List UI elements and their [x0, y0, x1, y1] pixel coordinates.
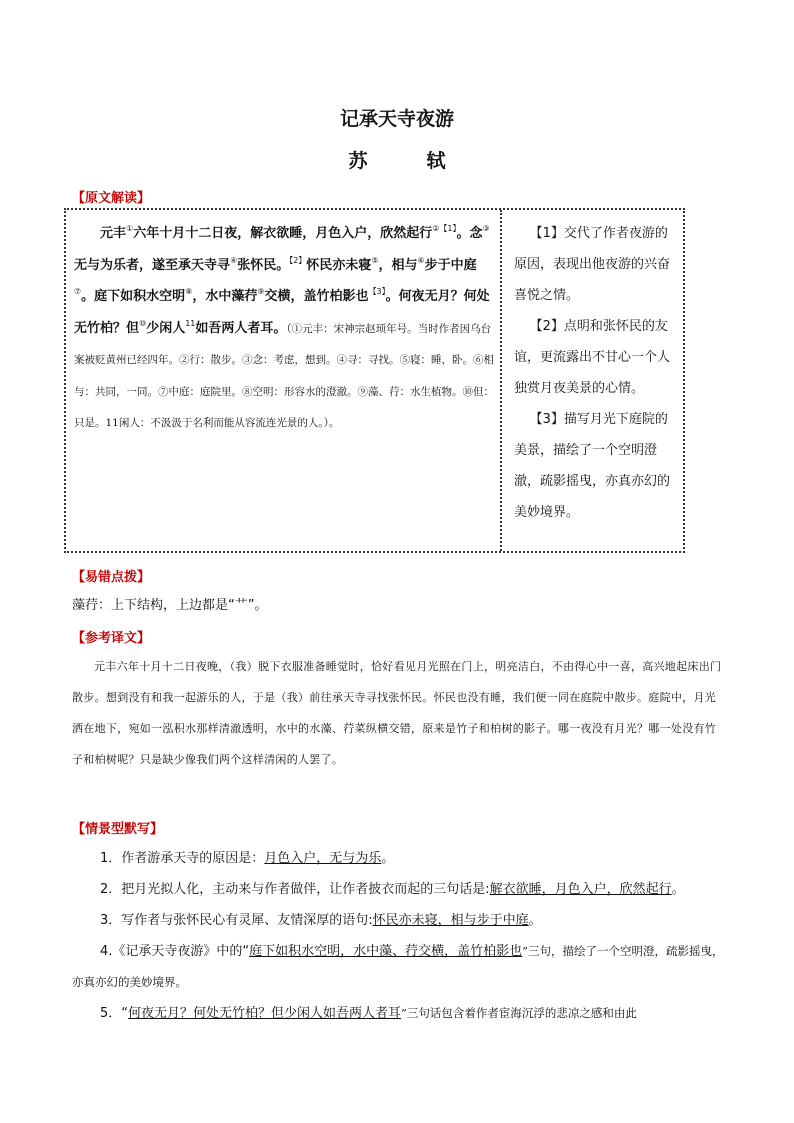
section-label-dictation: 【情景型默写】	[72, 822, 164, 837]
dictation-question: 1．作者游承天寺的原因是：	[100, 851, 265, 866]
annotation-notes: （①元丰：宋神宗赵顼年号。当时作者因乌台案被贬黄州已经四年。②行：散步。③念：考虑，想到。④寻：寻找。⑤寝：睡，卧。⑥相与：共同，一同。⑦中庭：庭院里。⑧空明：形容水的澄澈。⑨藻、荇：水生植物。⑩但：只是。11闲人：不汲汲于名利而能从容流连光景的人。）。	[74, 322, 494, 429]
dictation-question: 3．写作者与张怀民心有灵犀、友情深厚的语句:	[100, 913, 373, 928]
dictation-end: 。	[381, 851, 395, 866]
section-label-errors: 【易错点拨】	[72, 570, 151, 585]
note-marker: ①	[126, 224, 134, 233]
dictation-item	[72, 874, 724, 905]
note-marker: ⑨	[257, 287, 265, 296]
text-run: 。何夜无月？何处无竹柏？但	[74, 289, 490, 336]
original-text-cell	[74, 218, 494, 439]
dictation-item	[72, 905, 724, 936]
dictation-end: ”三句，描绘了一个空明澄，疏影摇曳，亦真亦幻的美妙境界。	[72, 944, 724, 989]
text-run: 如吾两人者耳。	[195, 320, 287, 336]
text-run: 怀民亦未寝	[306, 257, 372, 273]
commentary-item: 【1】交代了作者夜游的原因，表现出他夜游的兴奋喜悦之情。	[514, 226, 671, 303]
original-text-table	[64, 208, 685, 553]
section-label-translation: 【参考译文】	[72, 631, 151, 646]
note-marker: ④	[230, 255, 238, 265]
note-marker: ⑤	[371, 255, 379, 265]
note-marker: ⑥	[417, 255, 425, 265]
dictation-question: 2．把月光拟人化，主动来与作者做伴，让作者披衣而起的三句话是:	[100, 882, 490, 897]
dictation-end: ”三句话包含着作者宦海沉浮的悲凉之感和由此	[401, 1006, 637, 1020]
section-label-original: 【原文解读】	[72, 191, 151, 206]
dictation-end: 。	[671, 882, 685, 897]
text-run: 少闲人	[146, 320, 186, 336]
dictation-answer: 月色入户，无与为乐	[264, 851, 382, 866]
note-marker: ②【1】	[432, 224, 457, 233]
dictation-item	[72, 998, 724, 1029]
error-note: 藻荇：上下结构，上边都是“艹”。	[72, 598, 268, 613]
text-run: 元丰	[100, 226, 127, 241]
document-author: 苏 轼	[348, 150, 466, 172]
text-run: ，相与	[378, 257, 418, 273]
note-marker: 【3】	[368, 287, 386, 296]
dictation-answer: 解衣欲睡，月色入户，欣然起行	[489, 882, 672, 897]
text-run: 六年十月十二日夜，解衣欲睡，月色入户，欣然起行	[133, 226, 433, 241]
text-run: 。念	[456, 226, 483, 241]
text-run: ，水中藻荇	[192, 289, 258, 304]
original-text	[74, 218, 494, 439]
text-run: 步于中庭	[424, 257, 477, 273]
note-marker: 11	[185, 318, 196, 328]
note-marker: ⑩	[139, 318, 147, 328]
note-marker: ③	[482, 224, 490, 233]
dictation-item	[72, 843, 724, 874]
text-run: 交横，盖竹柏影也	[264, 289, 369, 304]
dictation-answer: 何夜无月？何处无竹柏？但少闲人如吾两人者耳	[128, 1006, 402, 1021]
text-run: 张怀民。	[237, 257, 290, 273]
dictation-end: 。	[528, 913, 542, 928]
commentary-cell	[514, 218, 674, 528]
table-divider	[500, 210, 502, 551]
note-marker: 【2】	[289, 255, 307, 265]
commentary-item: 【2】点明和张怀民的友谊，更流露出不甘心一个人独赏月夜美景的心情。	[514, 319, 671, 396]
dictation-question: 5．“	[100, 1006, 129, 1021]
text-run: 。庭下如积水空明	[81, 289, 186, 304]
commentary-item: 【3】描写月光下庭院的美景，描绘了一个空明澄澈，疏影摇曳，亦真亦幻的美妙境界。	[514, 412, 671, 520]
dictation-answer: 怀民亦未寝，相与步于中庭	[372, 913, 529, 928]
note-marker: ⑧	[185, 287, 193, 296]
dictation-item	[72, 936, 724, 998]
translation-text: 元丰六年十月十二日夜晚，（我）脱下衣服准备睡觉时，恰好看见月光照在门上，明亮洁白，不由得心中一喜，高兴地起床出门散步。想到没有和我一起游乐的人，于是（我）前往承天寺寻找张怀民。怀民也没有睡，我们便一同在庭院中散步。庭院中，月光洒在地下，宛如一泓积水那样清澈透明，水中的水藻、荇菜纵横交错，原来是竹子和柏树的影子。哪一夜没有月光？哪一处没有竹子和柏树呢？只是缺少像我们两个这样清闲的人罢了。	[72, 660, 722, 766]
dictation-answer: 庭下如积水空明，水中藻、荇交横，盖竹柏影也	[249, 944, 523, 959]
text-run: 无与为乐者，遂至承天寺寻	[74, 257, 231, 273]
document-title: 记承天寺夜游	[339, 108, 454, 130]
note-marker: ⑦	[74, 287, 82, 296]
dictation-question: 4.《记承天寺夜游》中的“	[100, 944, 250, 959]
